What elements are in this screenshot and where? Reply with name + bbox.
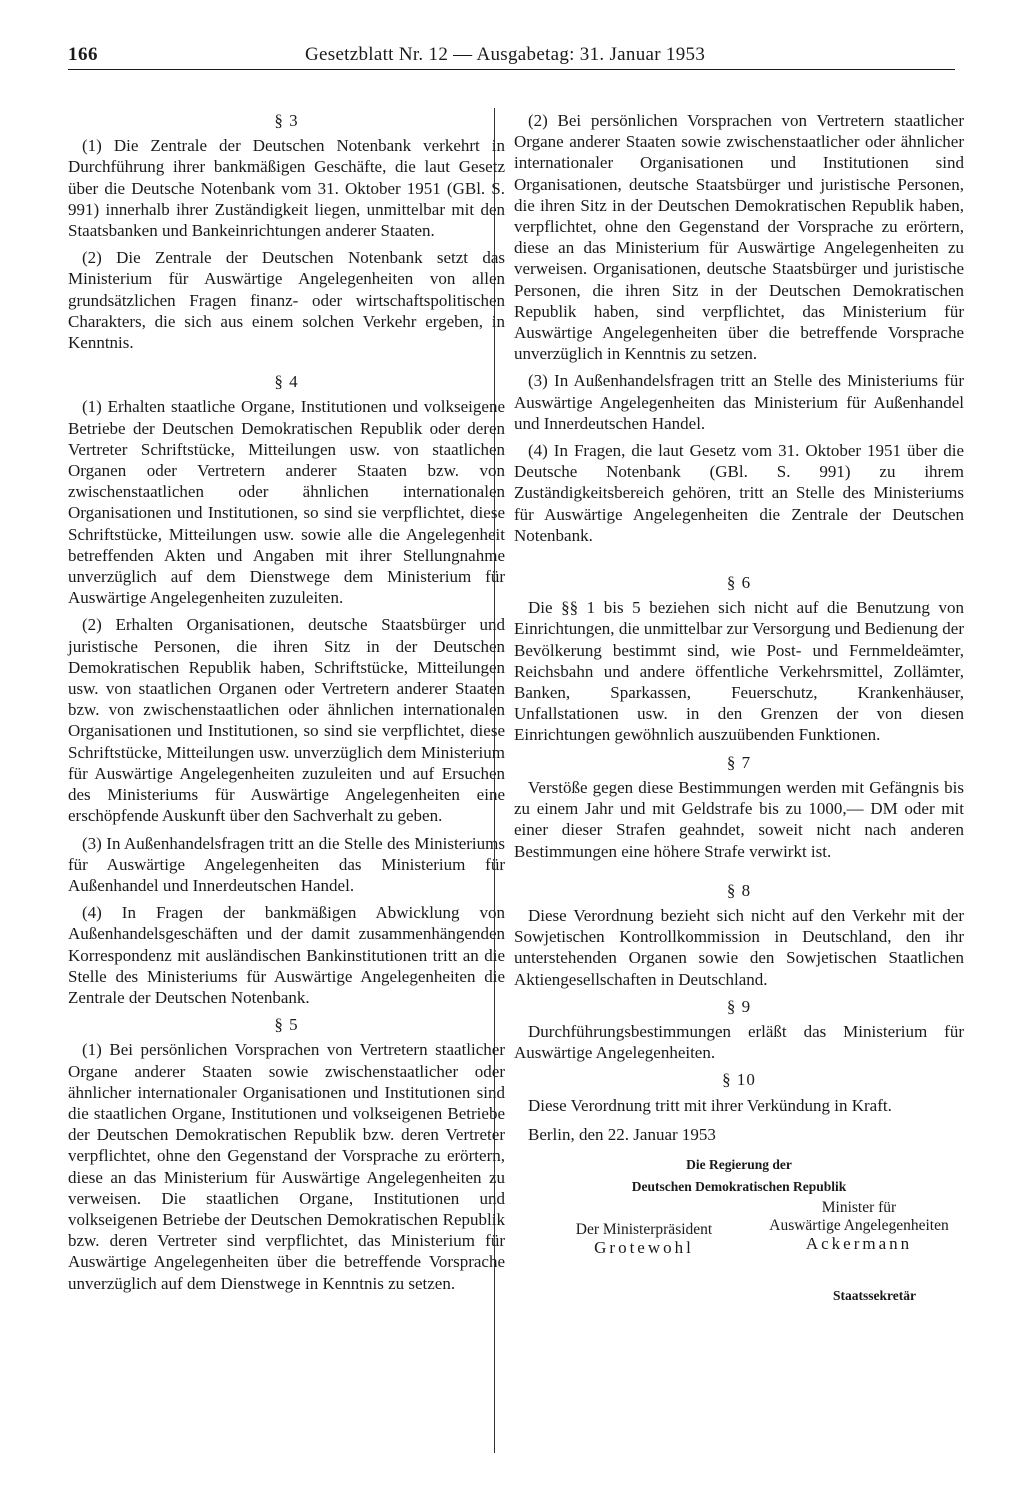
paragraph: Die §§ 1 bis 5 beziehen sich nicht auf die Benutzung von Einrichtungen, die unmittelbar zur Versorgung und Bedienung der Bevölkerung bestimmt sind, wie Post- und Fernmeldeämter, Reichsbahn und andere öffentliche Verkehrsmittel, Zollämter, Banken, Sparkassen, Feuerschutz, Krankenhäuser, Unfallstationen usw. in den Grenzen der von diesen Einrichtungen gewöhnlich auszuübenden Funktionen.	[514, 598, 964, 745]
signatory-title: Minister für	[821, 1198, 897, 1216]
paragraph: (4) In Fragen, die laut Gesetz vom 31. Oktober 1951 über die Deutsche Notenbank (GBl. S. 991) zu ihrem Zuständigkeitsbereich gehören, tritt an Stelle des Ministeriums für Auswärtige Angelegenheiten die Zentrale der Deutschen Notenbank.	[514, 441, 964, 545]
paragraph: (2) Die Zentrale der Deutschen Notenbank setzt das Ministerium für Auswärtige Angelegenheiten von allen grundsätzlichen Fragen finanz- oder wirtschaftspolitischen Charakters, die sich aus einem solchen Verkehr ergeben, in Kenntnis.	[68, 248, 505, 353]
government-line-1: Die Regierung der	[686, 1156, 792, 1172]
paragraph: (4) In Fragen der bankmäßigen Abwicklung von Außenhandelsgeschäften und der damit zusammenhängenden Korrespondenz mit ausländischen Bankinstitutionen tritt an die Stelle des Ministeriums für Auswärtige Angelegenheiten die Zentrale der Deutschen Notenbank.	[68, 903, 505, 1007]
paragraph: (1) Erhalten staatliche Organe, Institutionen und volkseigene Betriebe der Deutschen Demokratischen Republik oder deren Vertreter Schriftstücke, Mitteilungen usw. von staatlichen Organen oder Vertretern anderer Staaten bzw. von zwischenstaatlichen oder ähnlichen internationalen Organisationen und Institutionen, so sind sie verpflichtet, diese Schriftstücke, Mitteilungen usw. sowie alle die Angelegenheit betreffenden Akten und Angaben mit ihrer Stellungnahme unverzüglich auf dem Dienstwege dem Ministerium für Auswärtige Angelegenheiten zuzuleiten.	[68, 397, 505, 608]
signatory-title: Der Ministerpräsident	[575, 1220, 713, 1238]
right-column	[514, 110, 964, 1306]
section-heading: § 9	[726, 996, 752, 1016]
paragraph: (3) In Außenhandelsfragen tritt an die Stelle des Ministeriums für Auswärtige Angelegenheiten das Ministerium für Außenhandel und Innerdeutschen Handel.	[68, 833, 505, 895]
section-heading: § 10	[722, 1070, 756, 1090]
signature-block	[514, 1199, 964, 1279]
section-heading: § 5	[274, 1015, 299, 1035]
government-line-2: Deutschen Demokratischen Republik	[631, 1178, 847, 1194]
place-date: Berlin, den 22. Januar 1953	[528, 1124, 716, 1144]
secretary-label: Staatssekretär	[833, 1287, 916, 1303]
paragraph: (1) Bei persönlichen Vorsprachen von Vertretern staatlicher Organe anderer Staaten sowie zwischenstaatlicher oder ähnlicher internationaler Organisationen und Institutionen sind die staatlichen Organe, Institutionen und volkseigenen Betriebe der Deutschen Demokratischen Republik bzw. deren Vertreter verpflichtet, ohne den Gegenstand der Vorsprache zu erörtern, diese an das Ministerium für Auswärtige Angelegenheiten zu verweisen. Die staatlichen Organe, Institutionen und volkseigenen Betriebe der Deutschen Demokratischen Republik bzw. deren Vertreter sind verpflichtet, das Ministerium für Auswärtige Angelegenheiten über die betreffende Vorsprache unverzüglich auf dem Dienstwege in Kenntnis zu setzen.	[68, 1040, 505, 1293]
section-heading: § 6	[726, 573, 752, 593]
signatory-title: Auswärtige Angelegenheiten	[769, 1216, 949, 1234]
section-heading: § 7	[726, 752, 752, 772]
paragraph: (2) Erhalten Organisationen, deutsche Staatsbürger und juristische Personen, die ihren Sitz in der Deutschen Demokratischen Republik haben, Schriftstücke, Mitteilungen usw. von staatlichen Organen oder Vertretern anderer Staaten bzw. von zwischenstaatlichen oder ähnlichen internationalen Organisationen und Institutionen, so sind sie verpflichtet, diese Schriftstücke, Mitteilungen usw. unverzüglich dem Ministerium für Auswärtige Angelegenheiten zuzuleiten und auf Ersuchen des Ministeriums für Auswärtige Angelegenheiten eine erschöpfende Auskunft über den Sachverhalt zu geben.	[68, 615, 505, 826]
section-heading: § 3	[274, 111, 299, 130]
header-rule	[68, 69, 955, 70]
paragraph: Diese Verordnung bezieht sich nicht auf den Verkehr mit der Sowjetischen Kontrollkommission in Deutschland, den ihr unterstehenden Organen sowie den Sowjetischen Staatlichen Aktiengesellschaften in Deutschland.	[514, 905, 964, 989]
paragraph: Durchführungsbestimmungen erläßt das Ministerium für Auswärtige Angelegenheiten.	[514, 1021, 964, 1063]
paragraph: (2) Bei persönlichen Vorsprachen von Vertretern staatlicher Organe anderer Staaten sowie zwischenstaatlicher oder ähnlicher internationaler Organisationen und Institutionen sind Organisationen, deutsche Staatsbürger und juristische Personen, die ihren Sitz in der Deutschen Demokratischen Republik haben, verpflichtet, ohne den Gegenstand der Vorsprache zu erörtern, diese an das Ministerium für Auswärtige Angelegenheiten zu verweisen. Organisationen, deutsche Staatsbürger und juristische Personen, die ihren Sitz in der Deutschen Demokratischen Republik haben, sind verpflichtet, das Ministerium für Auswärtige Angelegenheiten über die betreffende Vorsprache unverzüglich in Kenntnis zu setzen.	[514, 111, 964, 364]
section-heading: § 8	[726, 880, 752, 900]
gazette-title: Gesetzblatt Nr. 12 — Ausgabetag: 31. Januar 1953	[305, 44, 706, 65]
signatory-name: Ackermann	[805, 1233, 913, 1253]
page-header	[68, 44, 955, 74]
paragraph: Diese Verordnung tritt mit ihrer Verkündung in Kraft.	[528, 1095, 892, 1115]
page-number: 166	[68, 44, 98, 65]
left-column	[68, 110, 505, 1300]
signature-prime-minister	[544, 1221, 744, 1257]
paragraph: (3) In Außenhandelsfragen tritt an Stelle des Ministeriums für Auswärtige Angelegenheiten das Ministerium für Außenhandel und Innerdeutschen Handel.	[514, 371, 964, 433]
paragraph: (1) Die Zentrale der Deutschen Notenbank verkehrt in Durchführung ihrer bankmäßigen Geschäfte, die laut Gesetz über die Deutsche Notenbank vom 31. Oktober 1951 (GBl. S. 991) innerhalb ihrer Zuständigkeit liegen, unmittelbar mit den Staatsbanken und Bankeinrichtungen anderer Staaten.	[68, 136, 505, 241]
paragraph: Verstöße gegen diese Bestimmungen werden mit Gefängnis bis zu einem Jahr und mit Geldstrafe bis zu 1000,— DM oder mit einer dieser Strafen geahndet, soweit nicht nach anderen Bestimmungen eine höhere Strafe verwirkt ist.	[514, 777, 964, 861]
signature-foreign-minister	[754, 1199, 964, 1253]
section-heading: § 4	[274, 372, 299, 392]
signatory-name: Grotewohl	[594, 1237, 694, 1257]
